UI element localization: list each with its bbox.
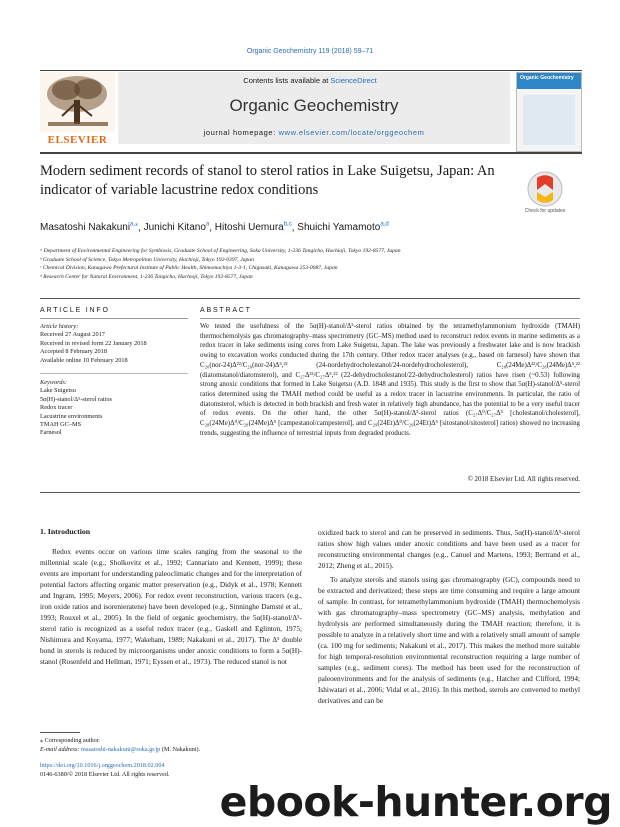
keyword: Redox tracer xyxy=(40,404,73,412)
introduction-heading: 1. Introduction xyxy=(40,527,91,536)
affiliation-b: ᵇ Graduate School of Science, Tokyo Metropolitan University, Hachioji, Tokyo 192-0397, Japan xyxy=(40,256,254,263)
keywords-rule xyxy=(40,373,188,374)
contents-prefix: Contents lists available at xyxy=(243,76,331,85)
keyword: Lake Suigetsu xyxy=(40,387,76,395)
email-line: E-mail address: masatoshi-nakakuni@soka.gr.jp (M. Nakakuni). xyxy=(40,745,201,753)
publisher-wordmark: ELSEVIER xyxy=(47,134,108,146)
introduction-left-column xyxy=(40,546,302,667)
affiliation-c: ᶜ Chemical Division, Kanagawa Prefectural Institute of Public Health, Shimomachiya 1-3-1, Chigasaki, Kanagawa 253-0087, Japan xyxy=(40,265,338,272)
affiliations xyxy=(40,247,580,281)
masthead-top-rule xyxy=(40,70,582,71)
intro-paragraph-1: Redox events occur on various time scales ranging from the seasonal to the millennial scale (e.g., Sholkovitz et al., 1992; Cannariato and Kennett, 1999); these events are important for understanding paleoclimatic changes and for the interpretation of potential factors affecting organic matter preservation (e.g., Didyk et al., 1978; Kennett and Ingram, 1995; Meyers, 2006). For redox event reconstruction, various tracers (e.g., iron oxide ratios and isorenieratene) have been developed (e.g., Sinninghe Damsté et al., 1993; Rouxel et al., 2005). In the field of organic geochemistry, the 5α(H)-stanol/Δ⁵-sterol ratio is recognized as a useful redox tracer (e.g., Gaskell and Eglinton, 1975; Nishimura and Koyama, 1977; Wakeham, 1989; Nakakuni et al., 2017). The Δ⁵ double bond in sterols is reduced by microorganisms under anoxic conditions to form a 5α(H)-stanol (Rosenfeld and Hellman, 1971; Eyssen et al., 1973). The reduced stanol is not xyxy=(40,547,302,666)
abstract-heading: ABSTRACT xyxy=(200,307,252,314)
intro-paragraph-2: oxidized back to sterol and can be preserved in sediments. Thus, 5α(H)-stanol/Δ⁵-sterol ratios show high values under anoxic conditions and have been used as a tracer for reconstructing environmental changes (e.g., Canuel and Martens, 1993; Bertrand et al., 2012; Zheng et al., 2015). xyxy=(318,528,580,570)
article-history xyxy=(40,323,190,365)
abstract-text: We tested the usefulness of the 5α(H)-stanol/Δ⁵-sterol ratios obtained by the tetramethylammonium hydroxide (TMAH) thermochemolysis gas chromatography–mass spectrometry (GC–MS) method used to reconstruct redox events in marine sediments as a redox tracer in lake sediments using cores from Lake Suigetsu, Japan. The lake was previously a freshwater lake and is now brackish owing to excavation works conducted during the 17th century. Other redox tracer analyses (e.g., based on farnesol) have shown that C₂₆(nor-24)Δ²²/C₂₆(nor-24)Δ⁵,²² (24-nordehydrocholestanol/24-nordehydrocholesterol), C₂₈(24Me)Δ²²/C₂₈(24Me)Δ⁵,²² (diatomstanol/diatomsterol), and C₂₇Δ²²/C₂₇Δ⁵,²² (22-dehydrocholestanol/22-dehydrocholesterol) ratios have risen (~0.53) following strong anoxic conditions that formed in Lake Suigetsu (A.D. 1848 and 1935). This study is the first to show that 5α(H)-stanol/Δ⁵-sterol ratios determined using the TMAH method could be useful as a redox tracer in lacustrine environments. In particular, the ratio of diatomsterol, which is detected in both brackish and fresh water in relatively high abundance, has the potential to be a very useful tracer of redox events. On the other hand, the other 5α(H)-stanol/Δ⁵-sterol ratios (C₂₇Δ⁰/C₂₇Δ⁵ [cholestanol/cholesterol], C₂₈(24Me)Δ⁰/C₂₈(24Me)Δ⁵ [campestanol/campesterol], and C₂₉(24Et)Δ⁰/C₂₉(24Et)Δ⁵ [sitostanol/sitosterol] ratios) showed no increasing trends, suggesting the influence of terrestrial inputs from degraded products. xyxy=(200,323,580,437)
history-online: Available online 10 February 2018 xyxy=(40,356,128,364)
affiliation-d: ᵈ Research Center for Natural Environment, 1-236 Tangicho, Hachioji, Tokyo 192-8577, Japan xyxy=(40,273,253,280)
corresponding-author-note: ⁎ Corresponding author. xyxy=(40,737,100,744)
footnote-rule xyxy=(40,732,80,733)
abstract-bottom-rule xyxy=(40,492,580,493)
journal-name: Organic Geochemistry xyxy=(229,96,399,115)
journal-cover-thumbnail[interactable] xyxy=(516,72,582,152)
keyword: Farnesol xyxy=(40,429,62,437)
author-list: Masatoshi Nakakuni$^{a,⁎}$, Junichi Kitano$^a$, Hitoshi Uemura$^{b,c}$, Shuichi Yamamoto$^{a,d}$ xyxy=(40,222,389,234)
cover-image xyxy=(523,95,575,145)
intro-paragraph-3: To analyze sterols and stanols using gas chromatography (GC), compounds need to be extracted and derivatized; these steps are time consuming and require a large amount of sample. In contrast, for tetramethylammonium hydroxide (TMAH) thermochemolysis with gas chromatography–mass spectrometry (GC–MS) analysis, methylation and hydrolysis are performed simultaneously during the TMAH reaction; therefore, it is possible to analyze in a relatively short time and with a relatively small amount of sample (ca. 100 mg for sediments; Nakakuni et al., 2017). This makes the method more suitable for high temporal-resolution environmental reconstruction requiring a large number of samples (e.g., sediment cores). The method has been used for the reconstruction of paleoenvironments and for the analysis of sediments (e.g., Hatcher and Clifford, 1994; Ishiwatari et al., 2006; Vidal et al., 2016). In this method, sterols are converted to methyl derivatives and can be xyxy=(318,575,581,705)
article-info-heading: ARTICLE INFO xyxy=(40,307,110,314)
journal-reference[interactable]: Organic Geochemistry 119 (2018) 59–71 xyxy=(246,48,374,55)
keywords-label: Keywords: xyxy=(40,379,68,386)
sciencedirect-link[interactable]: ScienceDirect xyxy=(330,76,377,85)
info-rule xyxy=(40,318,188,319)
doi-link[interactable]: https://doi.org/10.1016/j.orggeochem.2018.02.004 xyxy=(40,762,165,769)
history-accepted: Accepted 8 February 2018 xyxy=(40,348,107,356)
homepage-link[interactable]: www.elsevier.com/locate/orggeochem xyxy=(278,128,425,137)
check-for-updates-icon[interactable] xyxy=(526,170,564,208)
author-2[interactable]: Junichi Kitano$^a$ xyxy=(143,222,210,234)
abstract-copyright: © 2018 Elsevier Ltd. All rights reserved. xyxy=(467,476,580,483)
cover-title: Organic Geochemistry xyxy=(520,75,574,81)
history-label: Article history: xyxy=(40,323,79,330)
check-for-updates-label[interactable]: Check for updates xyxy=(524,208,566,214)
keyword: Lacustrine environments xyxy=(40,412,103,420)
author-3[interactable]: Hitoshi Uemura$^{b,c}$ xyxy=(214,222,292,234)
footnotes xyxy=(40,737,302,754)
author-4[interactable]: Shuichi Yamamoto$^{a,d}$ xyxy=(297,222,389,234)
journal-homepage xyxy=(118,128,510,137)
history-received: Received 27 August 2017 xyxy=(40,331,105,339)
watermark: ebook-hunter.org xyxy=(219,778,612,826)
keyword: TMAH GC–MS xyxy=(40,421,82,429)
header-divider xyxy=(40,298,580,299)
abstract-rule xyxy=(200,318,580,319)
affiliation-a: ᵃ Department of Environmental Engineering for Symbiosis, Graduate School of Engineering, Soka University, 1-236 Tangicho, Hachioji, Tokyo 192-8577, Japan xyxy=(40,248,401,254)
homepage-prefix: journal homepage: xyxy=(203,128,279,137)
introduction-right-column xyxy=(318,527,580,706)
masthead-bottom-rule xyxy=(40,152,582,154)
history-revised: Received in revised form 22 January 2018 xyxy=(40,339,147,347)
author-1[interactable]: Masatoshi Nakakuni$^{a,⁎}$ xyxy=(40,222,139,234)
keywords xyxy=(40,379,190,438)
author-email-link[interactable]: masatoshi-nakakuni@soka.gr.jp xyxy=(81,745,161,753)
issn-line: 0146-6380/© 2018 Elsevier Ltd. All rights reserved. xyxy=(40,770,170,778)
keyword: 5α(H)-stanol/Δ⁵-sterol ratios xyxy=(40,395,112,403)
publication-info xyxy=(40,762,302,779)
article-title: Modern sediment records of stanol to sterol ratios in Lake Suigetsu, Japan: An indicator of variable lacustrine redox conditions xyxy=(40,163,495,198)
